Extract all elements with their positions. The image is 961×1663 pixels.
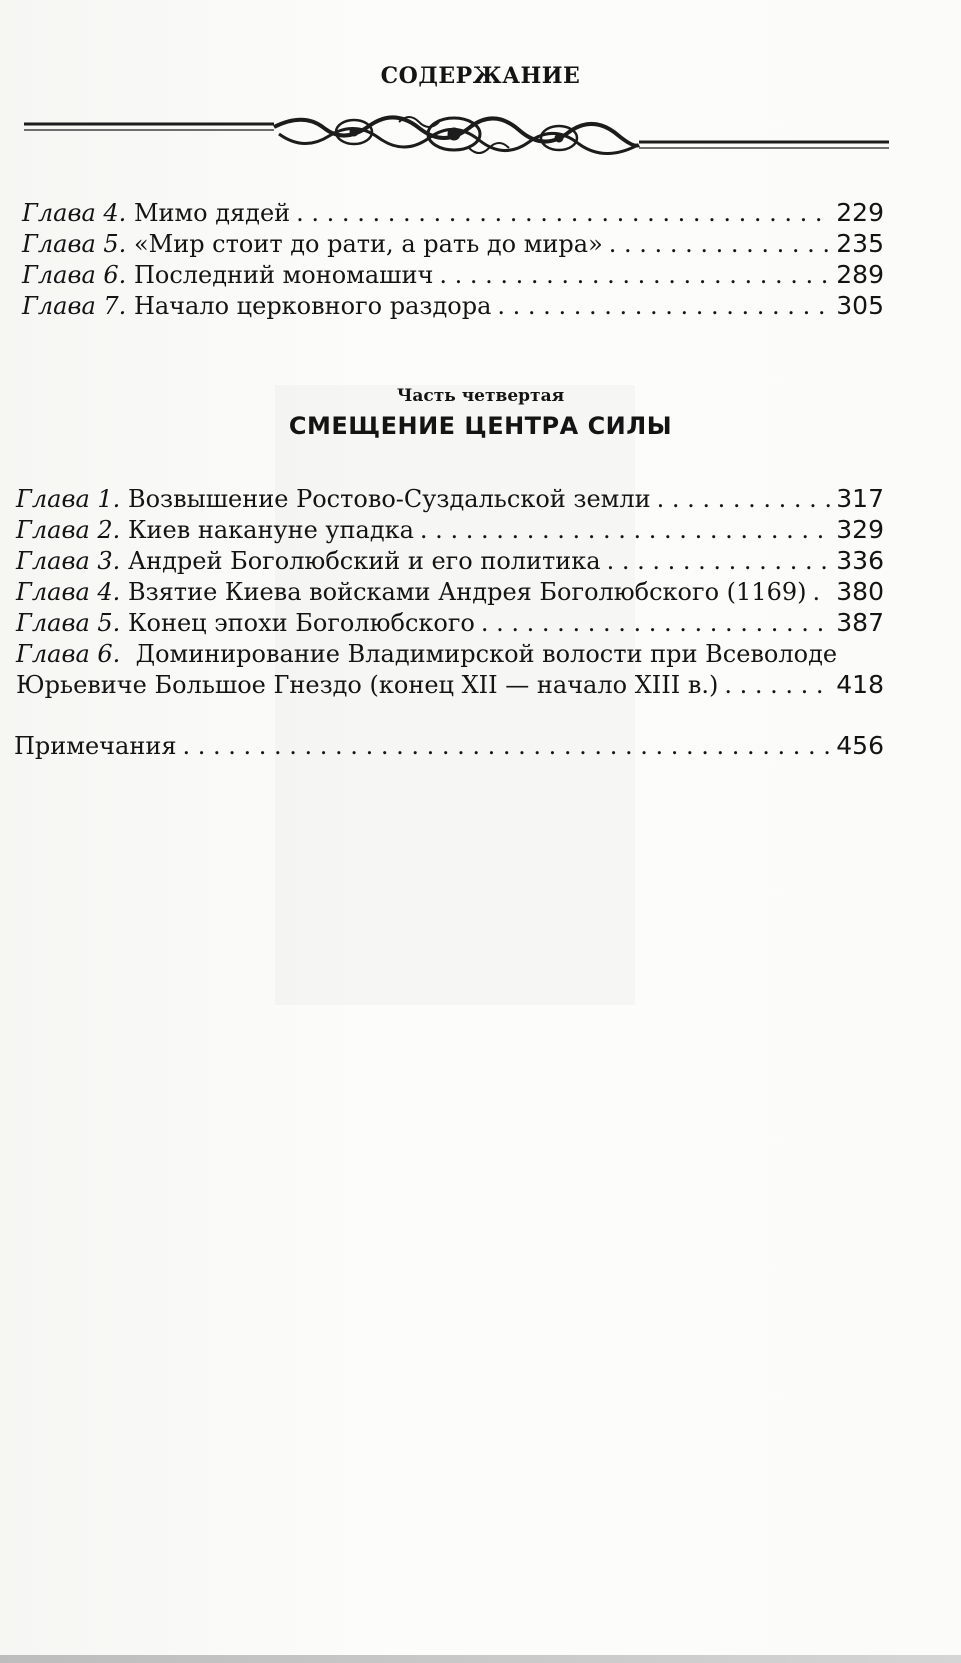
leader-dots	[439, 260, 830, 290]
leader-dots	[420, 515, 830, 545]
leader-dots	[497, 291, 830, 321]
page-number: 380	[836, 577, 884, 606]
page-number: 387	[836, 608, 884, 637]
chapter-title: Мимо дядей	[133, 199, 291, 227]
page-number: 317	[836, 484, 884, 513]
part-title: СМЕЩЕНИЕ ЦЕНТРА СИЛЫ	[288, 412, 673, 440]
page-edge	[0, 1655, 961, 1663]
chapter-number: Глава 1.	[16, 485, 121, 513]
chapter-number: Глава 4.	[16, 578, 121, 606]
toc-entry[interactable]	[16, 577, 884, 607]
leader-dots	[609, 229, 831, 259]
part-label: Часть четвертая	[396, 386, 565, 406]
chapter-title: Конец эпохи Боголюбского	[127, 609, 475, 637]
toc-entry-continuation[interactable]	[16, 670, 884, 700]
chapter-number: Глава 7.	[22, 292, 127, 320]
chapter-number: Глава 3.	[16, 547, 121, 575]
chapter-number: Глава 2.	[16, 516, 121, 544]
chapter-number: Глава 6.	[22, 261, 127, 289]
chapter-number: Глава 4.	[22, 199, 127, 227]
chapter-title: Взятие Киева войсками Андрея Боголюбского (1169)	[127, 578, 807, 606]
chapter-title: «Мир стоит до рати, а рать до мира»	[133, 230, 603, 258]
page-number: 235	[836, 229, 884, 258]
toc-entry[interactable]	[22, 291, 884, 321]
toc-entry-multiline[interactable]	[16, 639, 837, 669]
leader-dots	[657, 484, 831, 514]
toc-entry[interactable]	[16, 546, 884, 576]
chapter-title: Возвышение Ростово-Суздальской земли	[127, 485, 651, 513]
chapter-title-line1: Доминирование Владимирской волости при Всеволоде	[135, 640, 838, 668]
page-number: 305	[836, 291, 884, 320]
toc-entry[interactable]	[16, 484, 884, 514]
page-number: 289	[836, 260, 884, 289]
decorative-ornament	[24, 108, 889, 176]
toc-entry[interactable]	[22, 198, 884, 228]
page-number: 229	[836, 198, 884, 227]
leader-dots	[724, 670, 830, 700]
chapter-number: Глава 6.	[16, 640, 121, 668]
chapter-number: Глава 5.	[16, 609, 121, 637]
chapter-title: Начало церковного раздора	[133, 292, 492, 320]
leader-dots	[481, 608, 830, 638]
chapter-title: Последний мономашич	[133, 261, 434, 289]
chapter-number: Глава 5.	[22, 230, 127, 258]
page-number: 456	[836, 731, 884, 760]
page-number: 336	[836, 546, 884, 575]
leader-dots	[812, 577, 830, 607]
page-number: 329	[836, 515, 884, 544]
toc-entry[interactable]	[16, 608, 884, 638]
leader-dots	[607, 546, 831, 576]
leader-dots	[296, 198, 830, 228]
toc-entry[interactable]	[16, 515, 884, 545]
leader-dots	[182, 731, 830, 761]
notes-title: Примечания	[14, 732, 177, 760]
toc-entry[interactable]	[22, 229, 884, 259]
chapter-title: Андрей Боголюбский и его политика	[127, 547, 601, 575]
contents-heading: СОДЕРЖАНИЕ	[380, 63, 581, 89]
toc-entry[interactable]	[22, 260, 884, 290]
page-number: 418	[836, 670, 884, 699]
chapter-title: Киев накануне упадка	[127, 516, 414, 544]
toc-entry-notes[interactable]	[14, 731, 884, 761]
chapter-title-line2: Юрьевиче Большое Гнездо (конец XII — начало XIII в.)	[16, 671, 719, 699]
